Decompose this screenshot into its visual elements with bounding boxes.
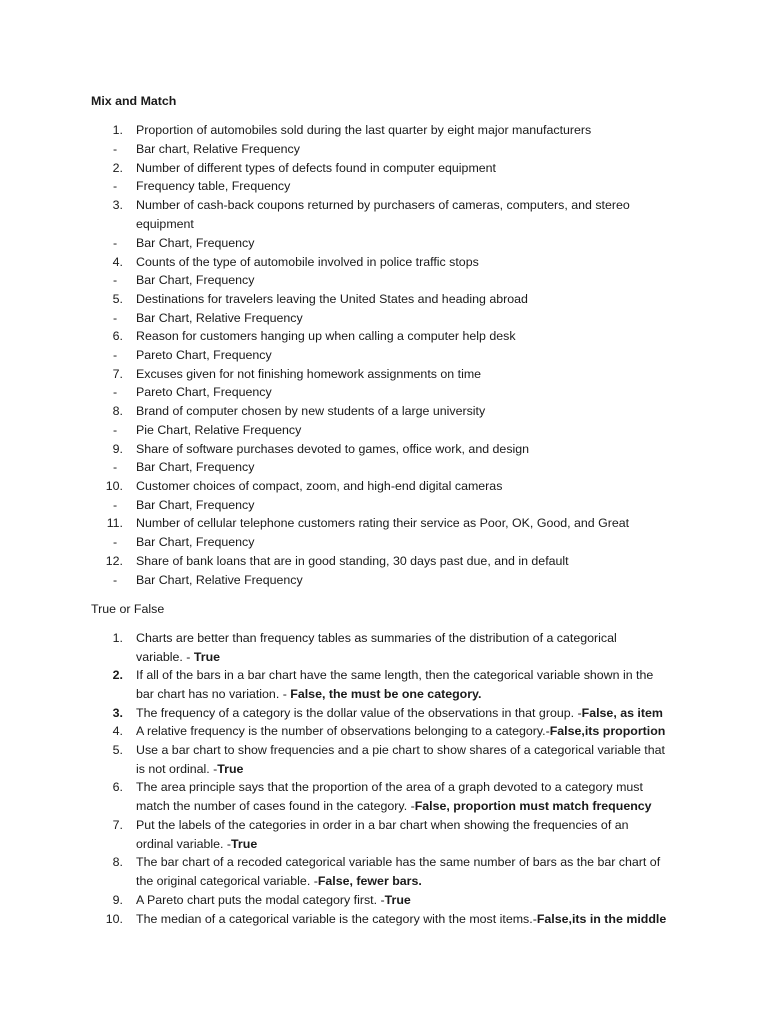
mix-item-answer: Bar Chart, Frequency bbox=[136, 460, 255, 474]
mix-answer-dash: - bbox=[113, 423, 118, 437]
tf-item-statement bbox=[136, 892, 411, 909]
tf-item-number: 9. bbox=[112, 893, 123, 907]
mix-item-number: 4. bbox=[112, 255, 123, 269]
tf-item-number: 1. bbox=[112, 631, 123, 645]
tf-item-statement-cont bbox=[136, 686, 481, 703]
tf-item-text: The frequency of a category is the dollar value of the observations in that group. - bbox=[136, 706, 582, 720]
mix-item-number: 8. bbox=[112, 404, 123, 418]
mix-item-answer: Bar chart, Relative Frequency bbox=[136, 142, 300, 156]
tf-item-text: is not ordinal. - bbox=[136, 762, 218, 776]
mix-item-number: 10. bbox=[105, 479, 123, 493]
tf-item-answer: False,its proportion bbox=[549, 724, 666, 738]
mix-answer-dash: - bbox=[113, 179, 118, 193]
tf-item-text: A Pareto chart puts the modal category first. - bbox=[136, 893, 385, 907]
tf-item-answer: True bbox=[193, 650, 221, 664]
mix-answer-dash: - bbox=[113, 273, 118, 287]
mix-item-answer: Bar Chart, Frequency bbox=[136, 498, 255, 512]
mix-answer-dash: - bbox=[113, 535, 118, 549]
tf-item-statement-cont bbox=[136, 836, 257, 853]
tf-item-text: A relative frequency is the number of observations belonging to a category.- bbox=[136, 724, 550, 738]
mix-item-question: Number of cellular telephone customers rating their service as Poor, OK, Good, and Great bbox=[136, 516, 630, 530]
tf-item-text: The median of a categorical variable is the category with the most items.- bbox=[136, 912, 537, 926]
tf-item-answer: False, the must be one category. bbox=[290, 687, 482, 701]
tf-item-answer: False, as item bbox=[581, 706, 663, 720]
tf-item-answer: False, fewer bars. bbox=[317, 874, 422, 888]
tf-item-answer: True bbox=[384, 893, 411, 907]
mix-item-question: Number of different types of defects found in computer equipment bbox=[136, 161, 496, 175]
tf-item-answer: False, proportion must match frequency bbox=[414, 799, 652, 813]
mix-item-number: 6. bbox=[112, 329, 123, 343]
tf-item-number: 3. bbox=[112, 706, 123, 720]
mix-item-answer: Bar Chart, Relative Frequency bbox=[136, 573, 303, 587]
tf-item-number: 8. bbox=[112, 855, 123, 869]
mix-item-question: Counts of the type of automobile involved in police traffic stops bbox=[136, 255, 479, 269]
tf-item-statement: Put the labels of the categories in order in a bar chart when showing the frequencies of an bbox=[136, 818, 629, 832]
tf-item-statement: If all of the bars in a bar chart have the same length, then the categorical variable shown in the bbox=[136, 668, 654, 682]
mix-item-answer: Bar Chart, Frequency bbox=[136, 273, 255, 287]
mix-item-question: Share of bank loans that are in good standing, 30 days past due, and in default bbox=[136, 554, 569, 568]
tf-item-statement bbox=[136, 911, 666, 928]
mix-item-question: Share of software purchases devoted to games, office work, and design bbox=[136, 442, 530, 456]
mix-answer-dash: - bbox=[113, 311, 118, 325]
mix-item-question: Reason for customers hanging up when calling a computer help desk bbox=[136, 329, 516, 343]
tf-item-statement bbox=[136, 705, 663, 722]
mix-item-number: 2. bbox=[112, 161, 123, 175]
tf-item-number: 5. bbox=[112, 743, 123, 757]
mix-item-answer: Bar Chart, Frequency bbox=[136, 535, 255, 549]
mix-item-number: 9. bbox=[112, 442, 123, 456]
mix-item-answer: Pareto Chart, Frequency bbox=[136, 385, 272, 399]
tf-item-statement: Charts are better than frequency tables as summaries of the distribution of a categorical bbox=[136, 631, 617, 645]
mix-answer-dash: - bbox=[113, 460, 118, 474]
mix-item-number: 5. bbox=[112, 292, 123, 306]
tf-item-statement: Use a bar chart to show frequencies and a pie chart to show shares of a categorical variable that bbox=[136, 743, 665, 757]
tf-item-statement-cont bbox=[136, 873, 422, 890]
mix-answer-dash: - bbox=[113, 236, 118, 250]
mix-answer-dash: - bbox=[113, 142, 118, 156]
mix-answer-dash: - bbox=[113, 498, 118, 512]
tf-item-number: 2. bbox=[112, 668, 123, 682]
tf-item-statement: The bar chart of a recoded categorical variable has the same number of bars as the bar chart of bbox=[136, 855, 661, 869]
mix-item-number: 1. bbox=[112, 123, 123, 137]
tf-item-answer: True bbox=[217, 762, 244, 776]
mix-item-question: Brand of computer chosen by new students of a large university bbox=[136, 404, 486, 418]
mix-item-answer: Pareto Chart, Frequency bbox=[136, 348, 272, 362]
tf-item-number: 10. bbox=[105, 912, 123, 926]
tf-item-answer: True bbox=[231, 837, 258, 851]
mix-item-answer: Frequency table, Frequency bbox=[136, 179, 291, 193]
mix-item-question: Customer choices of compact, zoom, and high-end digital cameras bbox=[136, 479, 503, 493]
mix-item-question: Excuses given for not finishing homework assignments on time bbox=[136, 367, 482, 381]
mix-answer-dash: - bbox=[113, 385, 118, 399]
mix-item-question-cont: equipment bbox=[136, 217, 194, 231]
mix-item-question: Destinations for travelers leaving the United States and heading abroad bbox=[136, 292, 528, 306]
tf-item-text: ordinal variable. - bbox=[136, 837, 232, 851]
mix-item-question: Number of cash-back coupons returned by purchasers of cameras, computers, and stereo bbox=[136, 198, 630, 212]
tf-item-number: 7. bbox=[112, 818, 123, 832]
mix-item-answer: Bar Chart, Frequency bbox=[136, 236, 255, 250]
tf-item-answer: False,its in the middle bbox=[536, 912, 667, 926]
tf-item-statement-cont bbox=[136, 798, 652, 815]
mix-item-number: 3. bbox=[112, 198, 123, 212]
mix-title: Mix and Match bbox=[91, 94, 177, 108]
tf-item-text: the original categorical variable. - bbox=[136, 874, 318, 888]
tf-item-text: match the number of cases found in the category. - bbox=[136, 799, 415, 813]
mix-item-number: 7. bbox=[112, 367, 123, 381]
tf-item-number: 6. bbox=[112, 780, 123, 794]
tf-item-statement-cont bbox=[136, 649, 220, 666]
tf-item-statement-cont bbox=[136, 761, 243, 778]
mix-answer-dash: - bbox=[113, 348, 118, 362]
mix-item-answer: Pie Chart, Relative Frequency bbox=[136, 423, 302, 437]
mix-item-question: Proportion of automobiles sold during the last quarter by eight major manufacturers bbox=[136, 123, 592, 137]
tf-title: True or False bbox=[91, 602, 165, 616]
mix-answer-dash: - bbox=[113, 573, 118, 587]
mix-item-number: 11. bbox=[106, 516, 123, 530]
tf-item-statement bbox=[136, 723, 665, 740]
mix-item-number: 12. bbox=[105, 554, 123, 568]
tf-item-text: variable. - bbox=[136, 650, 194, 664]
tf-item-statement: The area principle says that the proportion of the area of a graph devoted to a category must bbox=[136, 780, 643, 794]
tf-item-number: 4. bbox=[112, 724, 123, 738]
tf-item-text: bar chart has no variation. - bbox=[136, 687, 291, 701]
mix-item-answer: Bar Chart, Relative Frequency bbox=[136, 311, 303, 325]
